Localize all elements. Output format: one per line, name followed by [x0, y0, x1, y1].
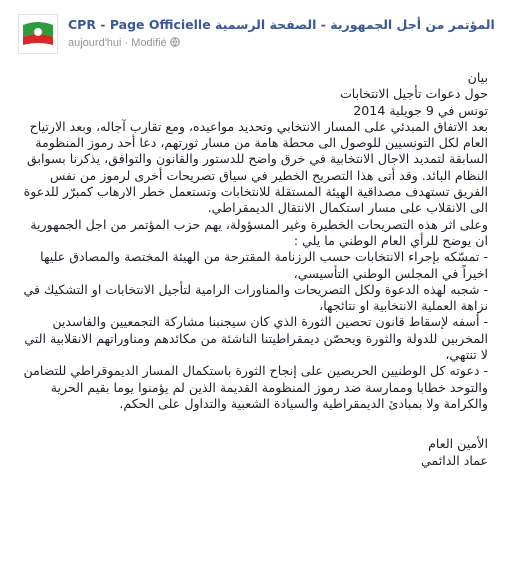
page-name-link[interactable]: CPR - Page Officielle المؤتمر من أجل الجمهورية - الصفحة الرسمية [68, 17, 495, 32]
statement-heading: بيان [467, 70, 488, 85]
meta-separator: · [121, 37, 132, 49]
statement-subject: حول دعوات تأجيل الانتخابات [339, 86, 488, 102]
statement-date: تونس في 9 جويلية 2014 [353, 102, 488, 118]
list-item: - أسفه لإسقاط قانون تحصين الثورة الذي كان سيجنبنا مشاركة التجمعيين والفاسدين المخربين للدولة والثورة ويحصّن ديمقراطيتنا الناشئة من مكائدهم ومناوراتهم الانقلابية التي لا تنتهي، [24, 314, 488, 363]
paragraph-intro: بعد الاتفاق المبدئي على المسار الانتخابي وتحديد مواعيده، ومع تقارب آجاله، وبعد الارتياح العام لكل التونسيين للوصول الى محطة هامة من مسار ثورتهم، دعا أحد رموز المنظومة السابقة لتمديد الاجال الانتخابية في خرق واضح للدستور والقانون والتوافق، يذكرنا بسوابق النظام البائد. وقد أتى هذا التصريح الخطير في سياق تصريحات أخرى لرموز من نفس الفريق تستهدف مصداقية الهيئة المستقلة للانتخابات وتستعمل خطر الارهاب كمبرّر للدعوة الى الانقلاب على مسار استكمال الانتقال الديمقراطي. [23, 118, 488, 216]
cpr-logo [19, 15, 57, 53]
post-body [18, 70, 488, 469]
signature-title: الأمين العام [428, 436, 488, 452]
globe-icon[interactable] [170, 37, 180, 47]
spacer [18, 412, 488, 436]
paragraph-position: وعلى اثر هذه التصريحات الخطيرة وغير المسؤولة، يهم حزب المؤتمر من اجل الجمهورية ان يوضح للرأي العام الوطني ما يلي : [30, 216, 488, 248]
list-item: - تمسّكه بإجراء الانتخابات حسب الرزنامة المقترحة من الهيئة المختصة والمصادق عليها اخيراً في المجلس الوطني التأسيسي، [40, 249, 488, 281]
post-header [18, 14, 495, 54]
post-meta [68, 37, 180, 49]
list-item: - دعوته كل الوطنيين الحريصين على إنجاح الثورة باستكمال المسار الديموقراطي للتضامن والتوحد خطابا وممارسة ضد رموز المنظومة القديمة الذين لم يؤمنوا يوما بقيم الحرية والكرامة ولا بمبادئ الديمقراطية والسيادة الشعبية والتداول على الحكم. [23, 363, 488, 411]
page-avatar[interactable] [18, 14, 58, 54]
signature-name: عماد الدائمي [421, 452, 488, 468]
list-item: - شجبه لهذه الدعوة ولكل التصريحات والمناورات الرامية لتأجيل الانتخابات او التشكيك في نزاهة العملية الانتخابية او نتائجها، [23, 281, 488, 314]
edited-label[interactable]: Modifié [131, 37, 167, 49]
post-timestamp[interactable]: aujourd'hui [68, 37, 122, 49]
